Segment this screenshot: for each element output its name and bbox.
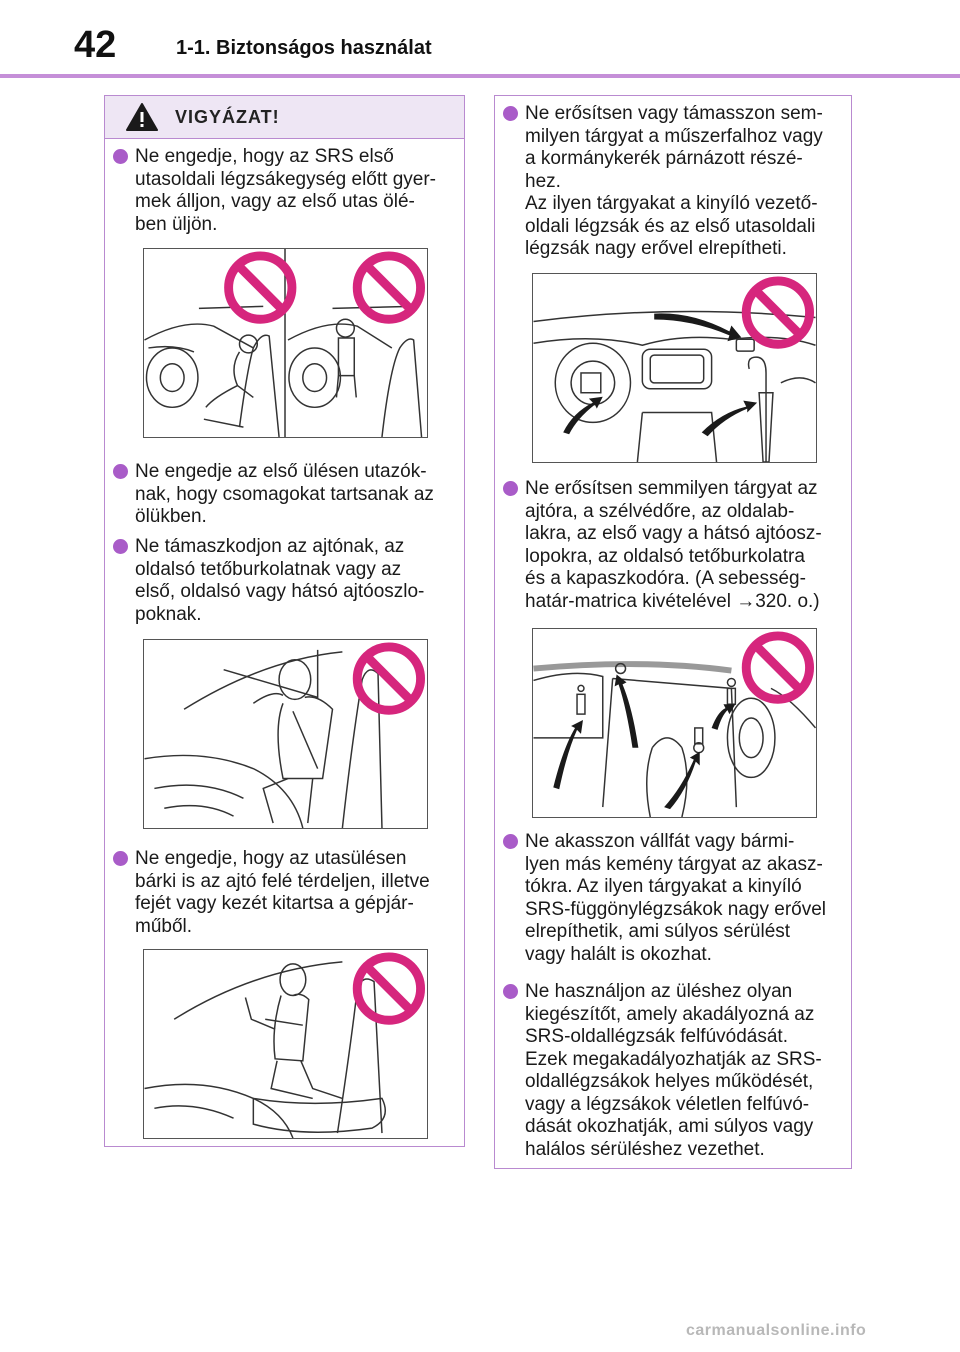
watermark: carmanualsonline.info (686, 1322, 867, 1339)
bullet-icon (113, 851, 128, 866)
page-header (0, 0, 960, 78)
illustration-leaning-on-door (143, 639, 428, 829)
illustration-kneeling-on-seat (143, 949, 428, 1139)
item-text: Ne erősítsen semmilyen tárgyat az ajtóra, a szélvédőre, az oldalab- lakra, az első vagy a hátsó ajtóosz- lopokra, az oldalsó tetőburkolatra és a kapaszkodóra. (A sebesség- határ-matrica kivételével →320. o.) (525, 478, 822, 612)
child-airbag-illustration (144, 249, 427, 437)
prohibited-sign-icon (229, 256, 292, 319)
illustration-child-passenger (143, 248, 428, 438)
list-item (135, 536, 460, 626)
list-item (135, 146, 460, 236)
bullet-icon (113, 464, 128, 479)
list-item (525, 103, 847, 261)
header-rule (0, 74, 960, 78)
item-text: Ne akasszon vállfát vagy bármi- lyen más kemény tárgyat az akasz- tókra. Az ilyen tárgyakat a kinyíló SRS-függönylégzsákok nagy erővel elrepíthetik, ami súlyos sérülést vagy halált is okozhat. (525, 831, 827, 965)
bullet-icon (113, 149, 128, 164)
illustration-door-objects (532, 628, 817, 818)
item-text: Ne támaszkodjon az ajtónak, az oldalsó tetőburkolatnak vagy az első, oldalsó vagy hátsó ajtóoszlo- poknak. (135, 536, 425, 625)
item-text: Ne engedje az első ülésen utazók- nak, hogy csomagokat tartsanak az ölükben. (135, 461, 434, 527)
prohibited-sign-icon (746, 636, 809, 699)
item-text: Ne használjon az üléshez olyan kiegészítőt, amely akadályozná az SRS-oldallégzsák felfúvódását. Ezek megakadályozhatják az SRS- oldallégzsákok helyes működését, vagy a légzsákok véletlen felfúvó- dását okozhatják, ami súlyos vagy halálos sérüléshez vezethet. (525, 981, 822, 1160)
illustration-dashboard-objects (532, 273, 817, 463)
list-item (135, 848, 460, 938)
warning-header (105, 96, 464, 139)
section-title: 1-1. Biztonságos használat (176, 37, 432, 59)
bullet-icon (503, 984, 518, 999)
item-text: Ne engedje, hogy az SRS első utasoldali légzsákegység előtt gyer- mek álljon, vagy az első utas ölé- ben üljön. (135, 146, 437, 235)
list-item (525, 831, 847, 966)
item-text: Ne erősítsen vagy támasszon sem- milyen tárgyat a műszerfalhoz vagy a kormánykerék párnázott részé- hez. Az ilyen tárgyakat a kinyíló vezető- oldali légzsák és az első utasoldali légzsák nagy erővel elrepítheti. (525, 103, 823, 259)
bullet-icon (503, 481, 518, 496)
bullet-icon (503, 834, 518, 849)
list-item (135, 461, 460, 529)
warning-triangle-icon (125, 102, 159, 132)
prohibited-sign-icon (357, 957, 420, 1020)
prohibited-sign-icon (357, 647, 420, 710)
warning-box-right (494, 95, 852, 1169)
list-item (525, 981, 847, 1161)
warning-box-left (104, 95, 465, 1147)
bullet-icon (113, 539, 128, 554)
item-text: Ne engedje, hogy az utasülésen bárki is az ajtó felé térdeljen, illetve fejét vagy kezét kitartsa a gépjár- műből. (135, 848, 430, 937)
list-item (525, 478, 847, 613)
page-number: 42 (74, 24, 117, 66)
warning-title: VIGYÁZAT! (175, 107, 280, 127)
bullet-icon (503, 106, 518, 121)
